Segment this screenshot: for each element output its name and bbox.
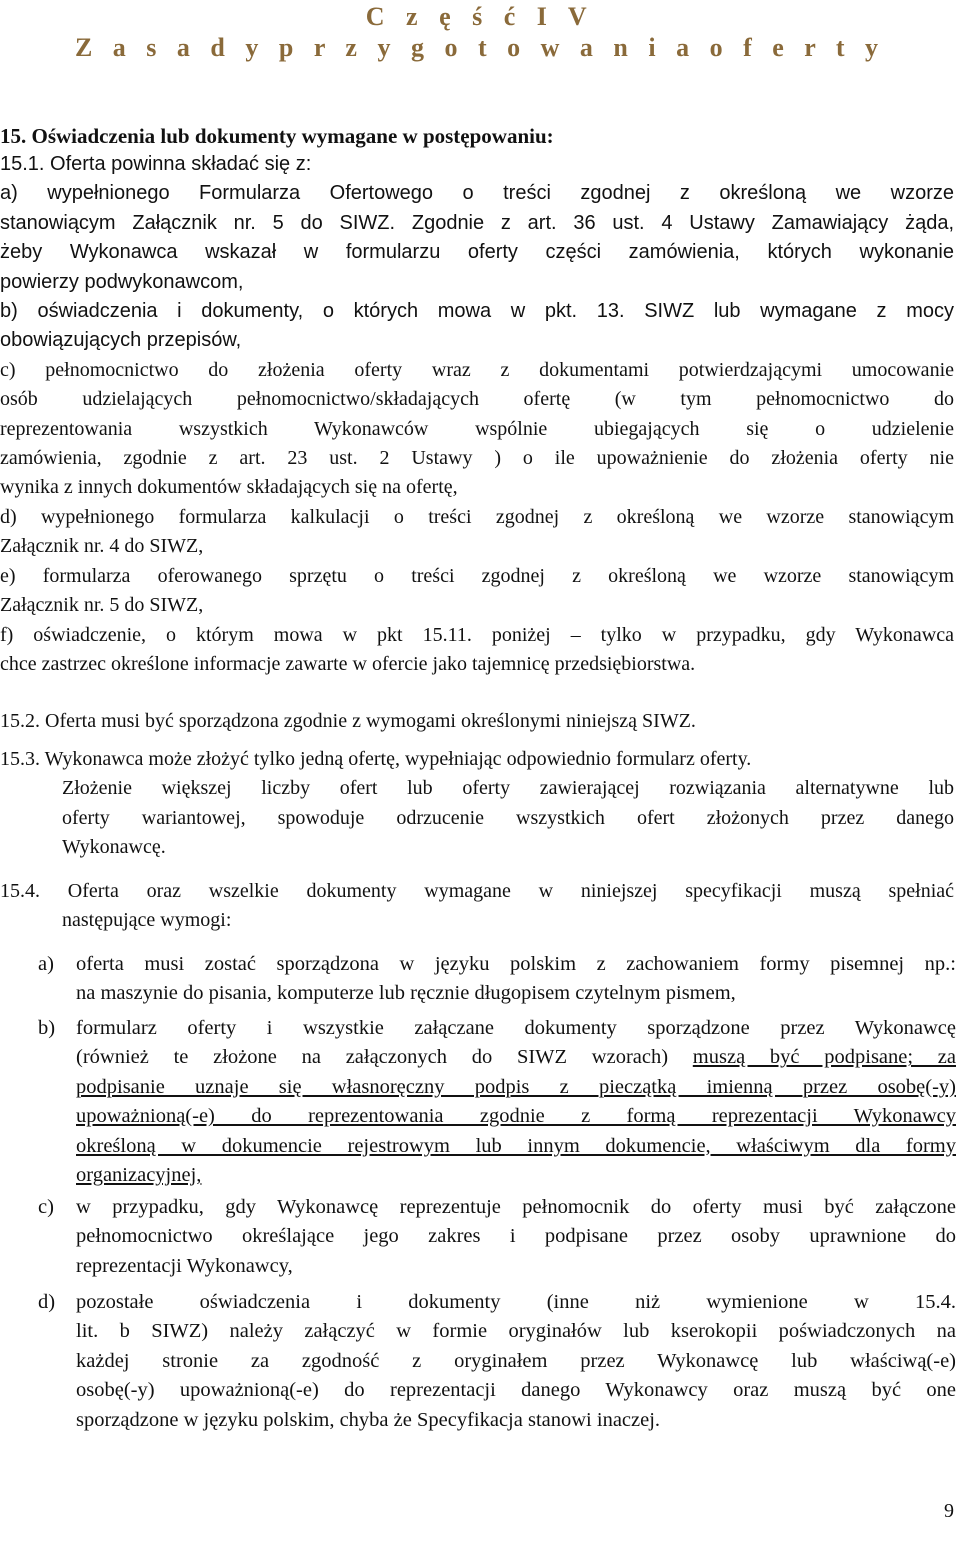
list-item: [38, 1288, 956, 1435]
s15-1-line: c) pełnomocnictwo do złożenia oferty wraz z dokumentami potwierdzającymi umocowanie: [0, 358, 954, 381]
list-item: [38, 1193, 956, 1281]
s15-1-line: wynika z innych dokumentów składających się na ofertę,: [0, 476, 458, 499]
requirement-c: [38, 1193, 956, 1281]
item-marker: a): [38, 953, 54, 975]
item-line: w przypadku, gdy Wykonawcę reprezentuje pełnomocnik do oferty musi być załączone: [76, 1196, 956, 1218]
list-item: [38, 1014, 956, 1190]
s15-1-line: zamówienia, zgodnie z art. 23 ust. 2 Ustawy ) o ile upoważnienie do złożenia oferty nie: [0, 447, 954, 470]
section-15-title: 15. Oświadczenia lub dokumenty wymagane w postępowaniu:: [0, 124, 554, 148]
item-marker: c): [38, 1196, 54, 1218]
s15-1-line: Załącznik nr. 4 do SIWZ,: [0, 535, 204, 558]
underlined-text: muszą być podpisane; za: [692, 1046, 956, 1069]
s15-1-line: f) oświadczenie, o którym mowa w pkt 15.11. poniżej – tylko w przypadku, gdy Wykonawca: [0, 623, 954, 646]
s15-4-line: następujące wymogi:: [62, 909, 232, 932]
s15-1-line: Załącznik nr. 5 do SIWZ,: [0, 594, 204, 617]
item-line: [76, 1043, 956, 1072]
item-line: określoną w dokumencie rejestrowym lub innym dokumencie, właściwym dla formy: [76, 1134, 956, 1157]
requirement-d: [38, 1288, 956, 1435]
section-heading: Z a s a d y p r z y g o t o w a n i a o f e r t y: [74, 33, 886, 62]
s15-3-line: oferty wariantowej, spowoduje odrzucenie wszystkich ofert złożonych przez danego: [62, 806, 954, 829]
s15-1-line: osób udzielających pełnomocnictwo/składających ofertę (w tym pełnomocnictwo do: [0, 388, 954, 411]
s15-4-line: 15.4. Oferta oraz wszelkie dokumenty wymagane w niniejszej specyfikacji muszą spełniać: [0, 880, 954, 902]
section-15-1: [0, 150, 954, 679]
item-text: (również te złożone na załączonych do SIWZ wzorach): [76, 1046, 693, 1069]
item-line: lit. b SIWZ) należy załączyć w formie oryginałów lub kserokopii poświadczonych na: [76, 1320, 956, 1343]
item-line: każdej stronie za zgodność z oryginałem przez Wykonawcę lub właściwą(-e): [76, 1349, 956, 1372]
s15-2-line: 15.2. Oferta musi być sporządzona zgodnie z wymogami określonymi niniejszą SIWZ.: [0, 710, 696, 732]
item-line: upoważnioną(-e) do reprezentowania zgodnie z formą reprezentacji Wykonawcy: [76, 1105, 956, 1128]
item-line: pozostałe oświadczenia i dokumenty (inne niż wymienione w 15.4.: [76, 1291, 956, 1313]
list-item: [38, 950, 956, 1009]
item-line: reprezentacji Wykonawcy,: [76, 1254, 293, 1277]
requirement-b: [38, 1014, 956, 1190]
s15-3-line: Złożenie większej liczby ofert lub oferty zawierającej rozwiązania alternatywne lub: [62, 777, 954, 800]
s15-1-line: żeby Wykonawca wskazał w formularzu oferty części zamówienia, których wykonanie: [0, 241, 954, 264]
item-line: formularz oferty i wszystkie załączane dokumenty sporządzone przez Wykonawcę: [76, 1017, 956, 1039]
item-marker: b): [38, 1017, 56, 1039]
item-line: sporządzone w języku polskim, chyba że Specyfikacja stanowi inaczej.: [76, 1408, 661, 1431]
s15-1-line: a) wypełnionego Formularza Ofertowego o treści zgodnej z określoną we wzorze: [0, 182, 954, 205]
item-line: osobę(-y) upoważnioną(-e) do reprezentacji danego Wykonawcy oraz muszą być one: [76, 1379, 956, 1402]
s15-3-line: 15.3. Wykonawca może złożyć tylko jedną ofertę, wypełniając odpowiednio formularz oferty.: [0, 748, 752, 770]
s15-1-line: powierzy podwykonawcom,: [0, 270, 244, 293]
s15-1-line: e) formularza oferowanego sprzętu o treści zgodnej z określoną we wzorze stanowiącym: [0, 564, 954, 587]
s15-1-line: 15.1. Oferta powinna składać się z:: [0, 153, 312, 175]
section-15-3: [0, 745, 954, 863]
s15-1-line: d) wypełnionego formularza kalkulacji o treści zgodnej z określoną we wzorze stanowiącym: [0, 505, 954, 528]
item-line: organizacyjnej,: [76, 1164, 202, 1187]
item-marker: d): [38, 1291, 56, 1313]
section-15-4: [0, 877, 954, 936]
s15-1-line: reprezentowania wszystkich Wykonawców wspólnie ubiegających się o udzielenie: [0, 417, 954, 440]
item-line: pełnomocnictwo określające jego zakres i podpisane przez osoby uprawnione do: [76, 1225, 956, 1248]
s15-3-line: Wykonawcę.: [62, 836, 166, 859]
item-line: oferta musi zostać sporządzona w języku polskim z zachowaniem formy pisemnej np.:: [76, 953, 956, 975]
section-15-2: [0, 707, 954, 736]
item-line: podpisanie uznaje się własnoręczny podpis z pieczątką imienną przez osobę(-y): [76, 1075, 956, 1098]
s15-1-line: stanowiącym Załącznik nr. 5 do SIWZ. Zgodnie z art. 36 ust. 4 Ustawy Zamawiający żąda,: [0, 211, 954, 234]
part-heading: C z ę ś ć I V: [365, 2, 595, 31]
s15-1-line: b) oświadczenia i dokumenty, o których mowa w pkt. 13. SIWZ lub wymagane z mocy: [0, 300, 954, 323]
s15-1-line: obowiązujących przepisów,: [0, 329, 242, 352]
requirement-a: [38, 950, 956, 1009]
item-line: na maszynie do pisania, komputerze lub ręcznie długopisem czytelnym pismem,: [76, 982, 736, 1005]
page-number: 9: [944, 1500, 954, 1522]
s15-1-line: chce zastrzec określone informacje zawarte w ofercie jako tajemnicę przedsiębiorstwa.: [0, 652, 696, 675]
